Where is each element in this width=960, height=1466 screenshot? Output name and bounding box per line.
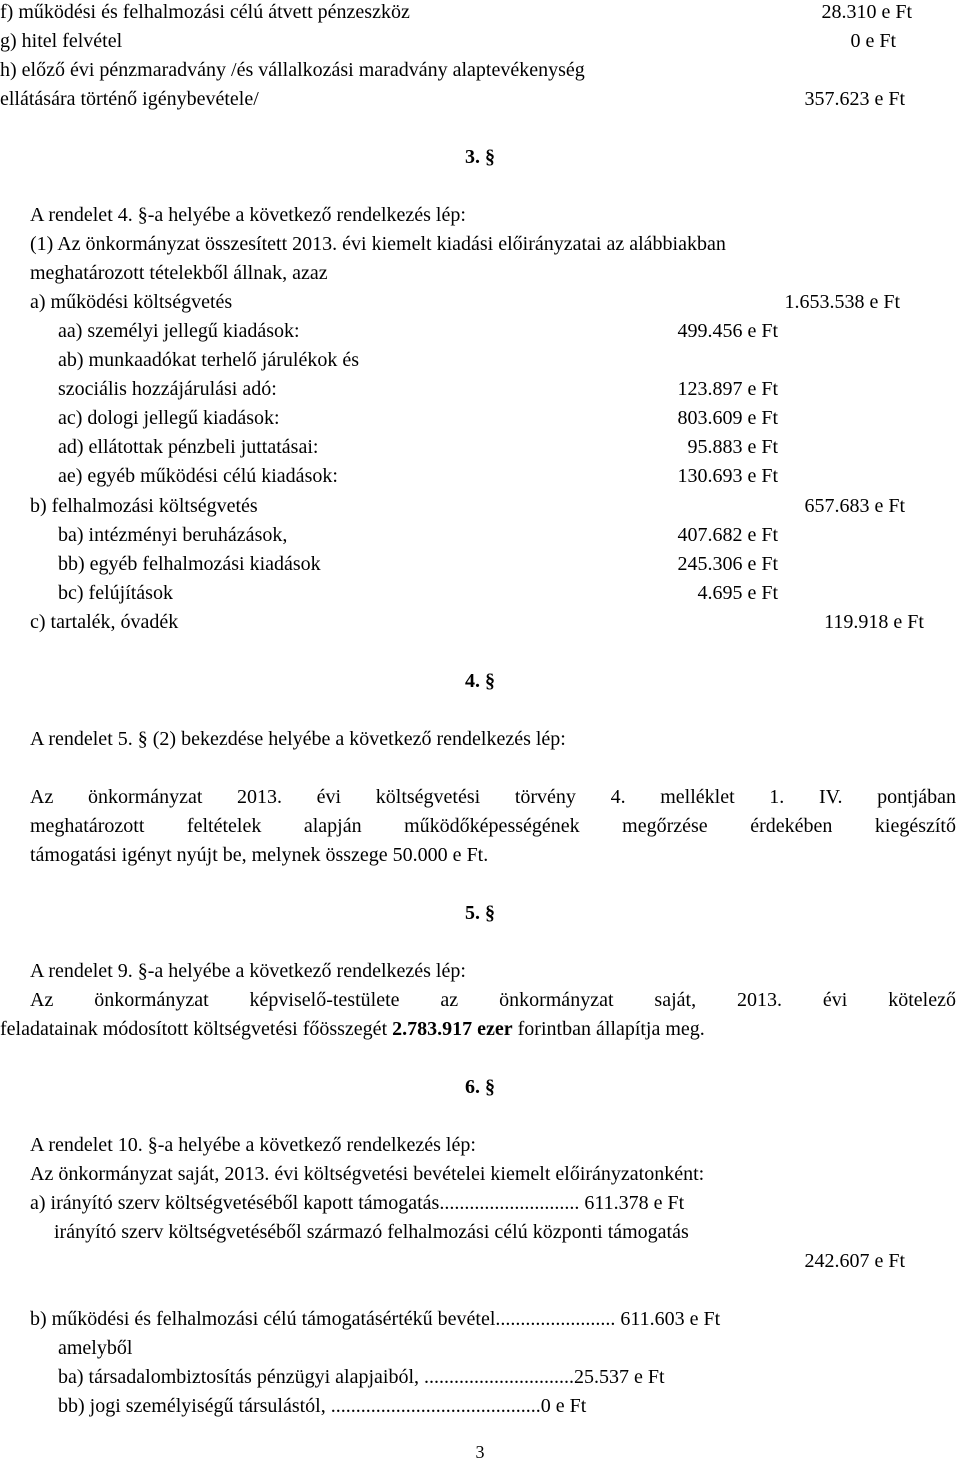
s4-intro: A rendelet 5. § (2) bekezdése helyébe a következő rendelkezés lép: (30, 728, 566, 750)
s5-line2 (0, 1017, 705, 1041)
s3-ad-value: 95.883 e Ft (687, 436, 778, 458)
s3-b-label: b) felhalmozási költségvetés (30, 495, 258, 517)
s3-ae-label: ae) egyéb működési célú kiadások: (58, 465, 338, 487)
s3-ae-value: 130.693 e Ft (677, 465, 778, 487)
s6-intro: A rendelet 10. §-a helyébe a következő rendelkezés lép: (30, 1134, 476, 1156)
s5-intro: A rendelet 9. §-a helyébe a következő rendelkezés lép: (30, 960, 466, 982)
s5-line2-pre: feladatainak módosított költségvetési főösszegét (0, 1018, 393, 1040)
s4-line1: Az önkormányzat 2013. évi költségvetési törvény 4. melléklet 1. IV. pontjában (30, 786, 956, 808)
s3-p1-line1: (1) Az önkormányzat összesített 2013. évi kiemelt kiadási előirányzatai az alábbiakban (30, 233, 726, 255)
s3-a-value: 1.653.538 e Ft (784, 291, 900, 313)
section-5-heading: 5. § (465, 902, 495, 924)
line-g: g) hitel felvétel (0, 30, 123, 52)
s3-a-label: a) működési költségvetés (30, 291, 233, 313)
s6-a-sub-value: 242.607 e Ft (804, 1250, 905, 1272)
s5-line2-bold: 2.783.917 ezer (392, 1018, 513, 1040)
s3-intro: A rendelet 4. §-a helyébe a következő rendelkezés lép: (30, 204, 466, 226)
s3-bc-label: bc) felújítások (58, 582, 173, 604)
section-3-heading: 3. § (465, 146, 495, 168)
s6-ba-line: ba) társadalombiztosítás pénzügyi alapjaiból, ..............................25.537 e Ft (58, 1366, 665, 1388)
s3-b-value: 657.683 e Ft (804, 495, 905, 517)
s3-bb-label: bb) egyéb felhalmozási kiadások (58, 553, 321, 575)
s3-ac-label: ac) dologi jellegű kiadások: (58, 407, 280, 429)
s5-line2-post: forintban állapítja meg. (512, 1018, 705, 1040)
s4-line3: támogatási igényt nyújt be, melynek összege 50.000 e Ft. (30, 844, 489, 866)
s3-c-label: c) tartalék, óvadék (30, 611, 179, 633)
s3-ba-value: 407.682 e Ft (677, 524, 778, 546)
s3-bb-value: 245.306 e Ft (677, 553, 778, 575)
value-h: 357.623 e Ft (804, 88, 905, 110)
s3-aa-value: 499.456 e Ft (677, 320, 778, 342)
s6-a-line: a) irányító szerv költségvetéséből kapott támogatás............................ 611.378 e Ft (30, 1192, 685, 1214)
s6-bb-line: bb) jogi személyiségű társulástól, ..........................................0 e Ft (58, 1395, 587, 1417)
value-f: 28.310 e Ft (821, 1, 912, 23)
section-6-heading: 6. § (465, 1076, 495, 1098)
s3-ab-value: 123.897 e Ft (677, 378, 778, 400)
s3-ba-label: ba) intézményi beruházások, (58, 524, 288, 546)
s6-a-sub: irányító szerv költségvetéséből származó felhalmozási célú központi támogatás (54, 1221, 689, 1243)
s3-ac-value: 803.609 e Ft (677, 407, 778, 429)
page-number: 3 (475, 1442, 485, 1462)
s3-ad-label: ad) ellátottak pénzbeli juttatásai: (58, 436, 319, 458)
s5-line1: Az önkormányzat képviselő-testülete az önkormányzat saját, 2013. évi kötelező (30, 989, 956, 1011)
value-g: 0 e Ft (850, 30, 896, 52)
line-h1: h) előző évi pénzmaradvány /és vállalkozási maradvány alaptevékenység (0, 59, 585, 81)
s6-line1: Az önkormányzat saját, 2013. évi költségvetési bevételei kiemelt előirányzatonként: (30, 1163, 705, 1185)
s3-bc-value: 4.695 e Ft (697, 582, 778, 604)
line-h2: ellátására történő igénybevétele/ (0, 88, 259, 110)
s3-ab-label2: szociális hozzájárulási adó: (58, 378, 277, 400)
section-4-heading: 4. § (465, 670, 495, 692)
s3-c-value: 119.918 e Ft (824, 611, 924, 633)
line-f: f) működési és felhalmozási célú átvett pénzeszköz (0, 1, 410, 23)
s3-p1-line2: meghatározott tételekből állnak, azaz (30, 262, 328, 284)
s6-amelybol: amelyből (58, 1337, 133, 1359)
s4-line2: meghatározott feltételek alapján működőképességének megőrzése érdekében kiegészítő (30, 815, 956, 837)
s3-aa-label: aa) személyi jellegű kiadások: (58, 320, 300, 342)
s3-ab-label1: ab) munkaadókat terhelő járulékok és (58, 349, 359, 371)
s6-b-line: b) működési és felhalmozási célú támogatásértékű bevétel........................ 611.603 e Ft (30, 1308, 721, 1330)
